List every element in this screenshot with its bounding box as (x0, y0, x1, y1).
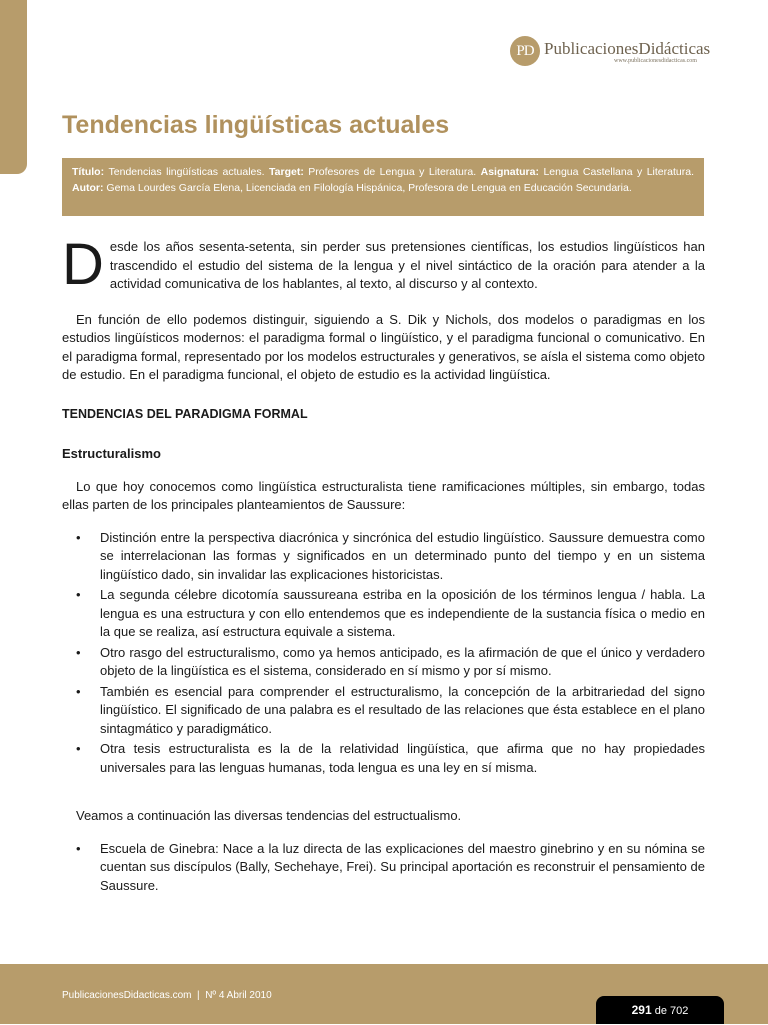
logo-mark: PD (510, 36, 540, 66)
paragraph-2: En función de ello podemos distinguir, siguiendo a S. Dik y Nichols, dos modelos o paradigmas en los estudios lingüísticos modernos: el paradigma formal o lingüístico, y el paradigma funcional o comunicativo. En el paradigma formal, representado por los modelos estructurales y generativos, se aísla el sistema como objeto de estudio. En el paradigma funcional, el objeto de estudio es la actividad lingüística. (62, 311, 705, 382)
list-item (62, 740, 705, 777)
bullet-icon: • (76, 529, 81, 545)
asignatura-value: Lengua Castellana y Literatura. (543, 166, 694, 178)
page-footer (0, 964, 768, 1024)
list-item (62, 529, 705, 585)
bullet-list-saussure (62, 529, 705, 778)
list-item (62, 840, 705, 896)
titulo-label: Título: (72, 166, 109, 178)
page-number: 291 (631, 1003, 652, 1017)
logo-text: PublicacionesDidácticas (544, 39, 711, 58)
list-item-text: Otro rasgo del estructuralismo, como ya hemos anticipado, es la afirmación de que el único y verdadero objeto de la lingüística es el sistema, considerado en sí mismo y por sí mismo. (100, 644, 705, 678)
article-body (62, 232, 705, 897)
list-item-text: Otra tesis estructuralista es la de la relatividad lingüística, que afirma que no hay propiedades universales para las lenguas humanas, toda lengua es una ley en sí misma. (100, 741, 705, 775)
bullet-list-tendencias (62, 840, 705, 896)
asignatura-label: Asignatura: (480, 166, 544, 178)
paragraph-3: Lo que hoy conocemos como lingüística estructuralista tiene ramificaciones múltiples, sin embargo, todas ellas parten de los principales planteamientos de Saussure: (62, 478, 705, 512)
bullet-icon: • (76, 644, 81, 660)
bullet-icon: • (76, 840, 81, 856)
logo-url: www.publicacionesdidacticas.com (614, 58, 697, 64)
footer-publication: PublicacionesDidacticas.com | Nº 4 Abril 2010 (62, 990, 272, 1001)
page-number-badge (596, 996, 724, 1024)
bullet-icon: • (76, 741, 81, 756)
list-item (62, 644, 705, 681)
list-item-text: La segunda célebre dicotomía saussureana estriba en la oposición de los términos lengua / habla. La lengua es una estructura y con ello entendemos que es independiente de la sustancia física o medio en la que se realiza, así estructura equivale a sistema. (100, 587, 705, 639)
drop-cap: D (62, 232, 104, 297)
list-item-text: Escuela de Ginebra: Nace a la luz directa de las explicaciones del maestro ginebrino y en su nómina se cuentan sus discípulos (Bally, Sechehaye, Frei). Su principal aportación es reconstruir el pensamiento de Saussure. (100, 840, 705, 893)
page-total: de 702 (654, 1005, 689, 1017)
left-decorative-tab (0, 0, 27, 174)
autor-value: Gema Lourdes García Elena, Licenciada en Filología Hispánica, Profesora de Lengua en Educación Secundaria. (106, 182, 632, 194)
paragraph-4: Veamos a continuación las diversas tendencias del estructualismo. (76, 808, 462, 823)
bullet-icon: • (76, 683, 81, 699)
bullet-icon: • (76, 587, 81, 602)
list-item-text: Distinción entre la perspectiva diacrónica y sincrónica del estudio lingüístico. Saussure demuestra como se interrelacionan las formas y significados en un determinado punto del tiempo y en un sistema lingüístico dado, sin invalidar las explicaciones historicistas. (100, 529, 705, 582)
target-label: Target: (269, 166, 309, 178)
paragraph-1: esde los años sesenta-setenta, sin perder sus pretensiones científicas, los estudios lingüísticos han trascendido el estudio del sistema de la lengua y el nivel sintáctico de la oración para atender a la actividad comunicativa de los hablantes, al texto, al discurso y al contexto. (109, 239, 705, 291)
subheading-estructuralismo: Estructuralismo (62, 446, 161, 461)
list-item (62, 586, 705, 642)
section-heading: TENDENCIAS DEL PARADIGMA FORMAL (62, 406, 308, 421)
article-title: Tendencias lingüísticas actuales (62, 111, 450, 139)
article-info-box (62, 158, 704, 216)
titulo-value: Tendencias lingüísticas actuales. (108, 166, 270, 178)
list-item-text: También es esencial para comprender el estructuralismo, la concepción de la arbitrariedad del signo lingüístico. El significado de una palabra es el resultado de las relaciones que ésta establece en el plano sintagmático y paradigmático. (100, 683, 705, 736)
list-item (62, 683, 705, 739)
target-value: Profesores de Lengua y Literatura. (308, 166, 481, 178)
autor-label: Autor: (72, 182, 107, 194)
intro-paragraph (62, 232, 705, 297)
